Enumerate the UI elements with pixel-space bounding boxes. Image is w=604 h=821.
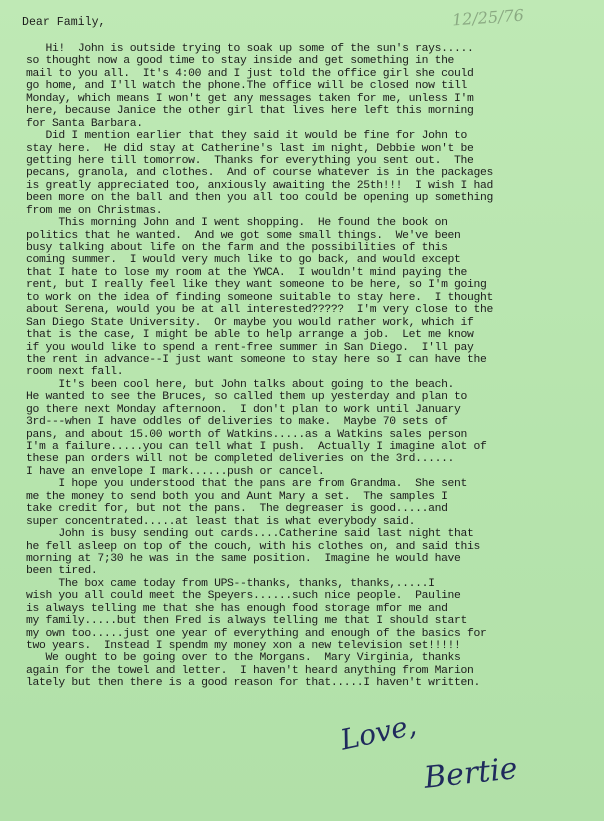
letter-line: politics that he wanted. And we got some small things. We've been [26,229,461,242]
letter-line: two years. Instead I spendm my money xon a new television set!!!!! [26,640,461,652]
letter-line: my own too.....just one year of everything and enough of the basics for [26,627,487,640]
handwritten-date: 12/25/76 [451,5,525,30]
letter-line: getting here till tomorrow. Thanks for everything you sent out. The [26,154,474,167]
letter-line: Did I mention earlier that they said it would be fine for John to [26,130,468,143]
letter-line: John is busy sending out cards....Catherine said last night that [26,528,474,541]
letter-line: if you would like to spend a rent-free summer in San Diego. I'll pay [26,341,474,354]
letter-line: wish you all could meet the Speyers......such nice people. Pauline [26,590,461,603]
letter-line: room next fall. [26,366,124,379]
letter-line: that is the case, I might be able to help arrange a job. Let me know [26,329,474,342]
letter-line: coming summer. I would very much like to go back, and would except [26,254,461,267]
letter-line: is always telling me that she has enough food storage mfor me and [26,602,448,615]
letter-line: The box came today from UPS--thanks, thanks, thanks,.....I [26,577,435,590]
letter-line: here, because Janice the other girl that lives here left this morning [26,105,474,118]
letter-line: pecans, granola, and clothes. And of course whatever is in the packages [26,167,493,180]
handwritten-closing: Love, [337,708,420,757]
letter-line: We ought to be going over to the Morgans. Mary Virginia, thanks [26,652,461,665]
letter-line: Hi! John is outside trying to soak up some of the sun's rays..... [26,43,474,55]
letter-line: I'm a failure.....you can tell what I push. Actually I imagine alot of [26,441,487,453]
letter-line: go home, and I'll watch the phone.The office will be closed now till [26,80,468,93]
letter-line: for Santa Barbara. [26,117,143,130]
letter-line: San Diego State University. Or maybe you would rather work, which if [26,316,474,329]
letter-line: from me on Christmas. [26,204,163,217]
letter-line: super concentrated.....at least that is what everybody said. [26,515,416,528]
letter-line: me the money to send both you and Aunt Mary a set. The samples I [26,490,448,503]
letter-line: been more on the ball and then you all too could be opening up something [26,192,493,205]
letter-line: Monday, which means I won't get any messages taken for me, unless I'm [26,92,474,105]
letter-line: mail to you all. It's 4:00 and I just told the office girl she could [26,67,474,80]
letter-line: I have an envelope I mark......push or cancel. [26,465,325,478]
letter-line: pans, and about 15.00 worth of Watkins.....as a Watkins sales person [26,428,468,441]
letter-line: these pan orders will not be completed deliveries on the 3rd...... [26,453,455,466]
salutation: Dear Family, [22,16,106,29]
letter-line: rent, but I really feel like they want someone to be here, so I'm going [26,279,487,292]
letter-line: he fell asleep on top of the couch, with his clothes on, and said this [26,540,480,553]
letter-line: been tired. [26,565,98,578]
letter-line: the rent in advance--I just want someone to stay here so I can have the [26,353,487,366]
letter-line: that I hate to lose my room at the YWCA. I wouldn't mind paying the [26,266,468,279]
letter-line: 3rd---when I have oddles of deliveries to make. Maybe 70 sets of [26,416,448,429]
letter-line: It's been cool here, but John talks about going to the beach. [26,378,455,391]
letter-line: He wanted to see the Bruces, so called them up yesterday and plan to [26,391,468,404]
letter-line: to work on the idea of finding someone suitable to stay here. I thought [26,291,493,304]
handwritten-signature: Bertie [422,751,520,796]
letter-line: I hope you understood that the pans are from Grandma. She sent [26,478,468,491]
letter-line: about Serena, would you be at all interested????? I'm very close to the [26,304,493,317]
letter-body [26,43,598,690]
letter-line: stay here. He did stay at Catherine's last im night, Debbie won't be [26,142,474,155]
letter-line: go there next Monday afternoon. I don't plan to work until January [26,403,461,416]
letter-line: busy talking about life on the farm and the possibilities of this [26,242,448,254]
letter-line: so thought now a good time to stay inside and get something in the [26,55,455,68]
letter-line: my family.....but then Fred is always telling me that I should start [26,615,468,628]
letter-line: lately but then there is a good reason for that.....I haven't written. [26,677,480,690]
letter-line: morning at 7;30 he was in the same position. Imagine he would have [26,552,461,565]
letter-line: take credit for, but not the pans. The degreaser is good.....and [26,503,448,516]
letter-line: is greatly appreciated too, anxiously awaiting the 25th!!! I wish I had [26,179,493,192]
letter-line: again for the towel and letter. I haven't heard anything from Marion [26,664,474,677]
letter-line: This morning John and I went shopping. He found the book on [26,217,448,230]
